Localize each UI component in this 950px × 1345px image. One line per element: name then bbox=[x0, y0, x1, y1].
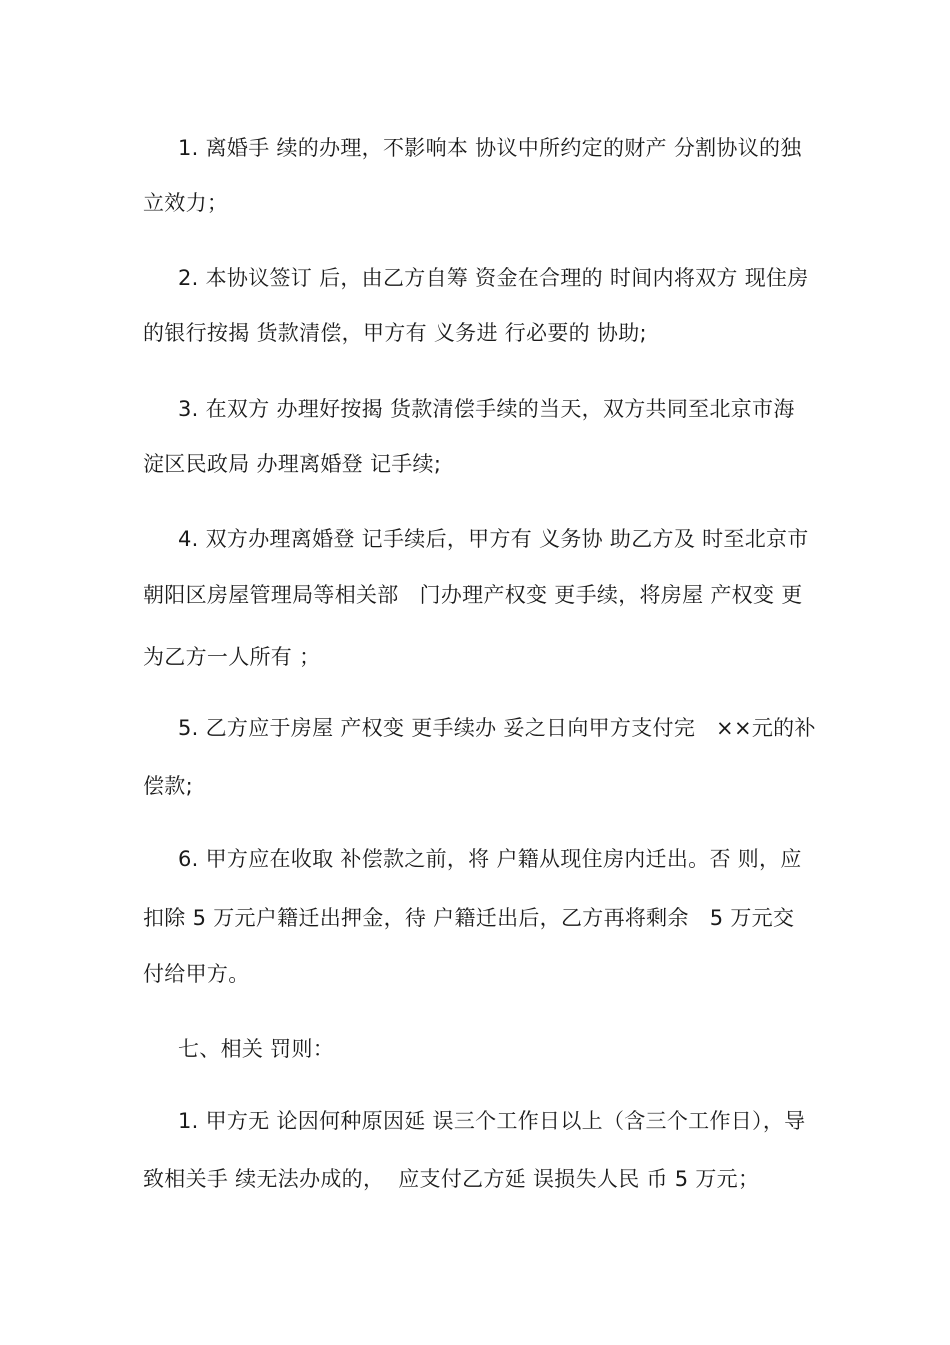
clause-3-line-2: 淀区民政局 办理离婚登 记手续; bbox=[143, 452, 442, 476]
clause-5-line-2: 偿款; bbox=[143, 774, 193, 798]
clause-6-line-2: 扣除 5 万元户籍迁出押金，待 户籍迁出后，乙方再将剩余 5 万元交 bbox=[143, 906, 795, 930]
clause-4-line-3: 为乙方一人所有 ； bbox=[143, 645, 321, 669]
clause-6-line-1: 6. 甲方应在收取 补偿款之前，将 户籍从现住房内迁出。否 则，应 bbox=[178, 847, 802, 871]
clause-1-line-1: 1. 离婚手 续的办理，不影响本 协议中所约定的财产 分割协议的独 bbox=[178, 136, 802, 160]
clause-2-line-1: 2. 本协议签订 后，由乙方自筹 资金在合理的 时间内将双方 现住房 bbox=[178, 266, 809, 290]
clause-4-line-2: 朝阳区房屋管理局等相关部 门办理产权变 更手续，将房屋 产权变 更 bbox=[143, 583, 803, 607]
clause-5-line-1: 5. 乙方应于房屋 产权变 更手续办 妥之日向甲方支付完 ××元的补 bbox=[178, 716, 816, 740]
clause-3-line-1: 3. 在双方 办理好按揭 货款清偿手续的当天，双方共同至北京市海 bbox=[178, 397, 795, 421]
penalty-1-line-2: 致相关手 续无法办成的， 应支付乙方延 误损失人民 币 5 万元； bbox=[143, 1167, 760, 1191]
section-heading-penalties: 七、相关 罚则： bbox=[178, 1037, 335, 1061]
clause-6-line-3: 付给甲方。 bbox=[143, 962, 250, 986]
clause-1-line-2: 立效力； bbox=[143, 191, 229, 215]
penalty-1-line-1: 1. 甲方无 论因何种原因延 误三个工作日以上（含三个工作日），导 bbox=[178, 1109, 806, 1133]
clause-2-line-2: 的银行按揭 货款清偿，甲方有 义务进 行必要的 协助; bbox=[143, 321, 647, 345]
clause-4-line-1: 4. 双方办理离婚登 记手续后，甲方有 义务协 助乙方及 时至北京市 bbox=[178, 527, 809, 551]
